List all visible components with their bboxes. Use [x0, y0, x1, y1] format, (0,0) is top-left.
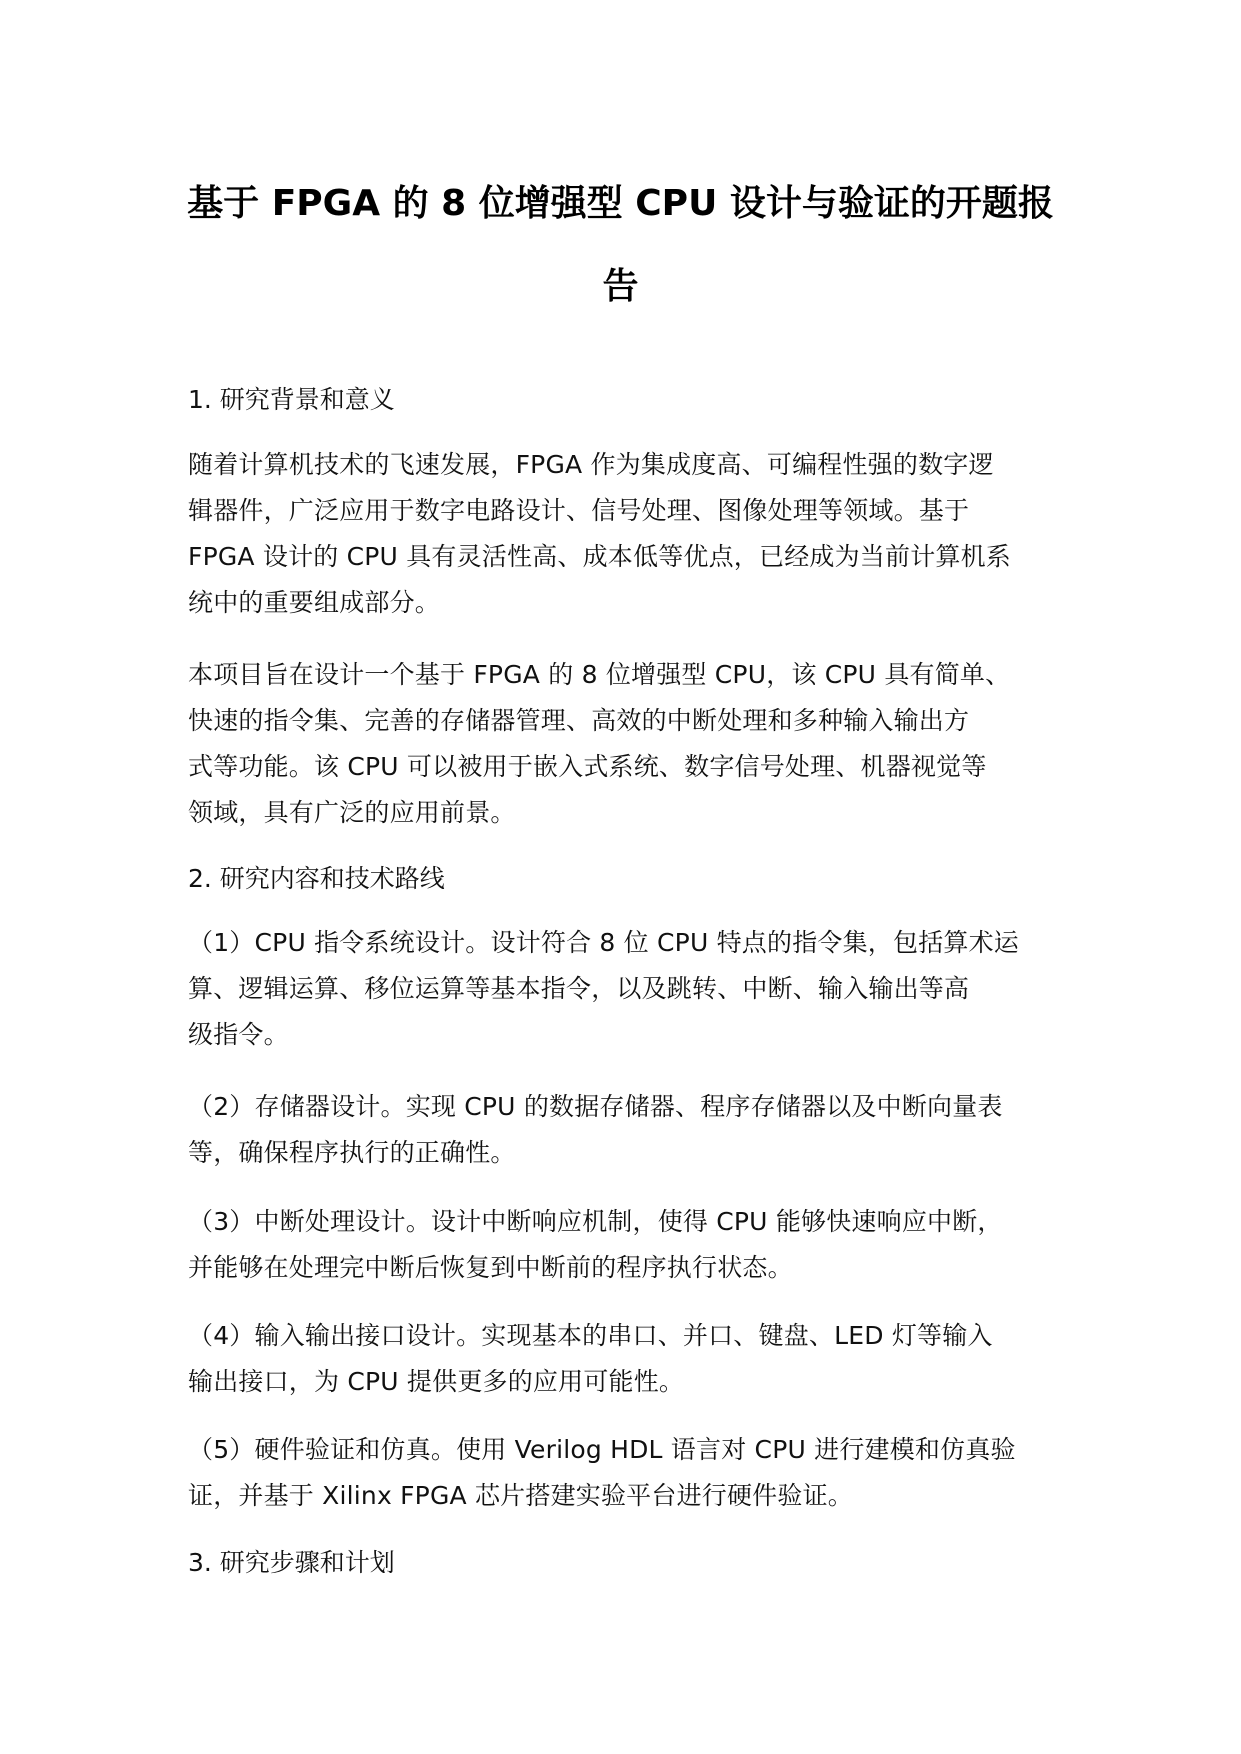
paragraph-1-1	[188, 442, 1058, 626]
text-line: 辑器件，广泛应用于数字电路设计、信号处理、图像处理等领域。基于	[188, 496, 970, 525]
text-line: 级指令。	[188, 1020, 289, 1049]
text-line: 证，并基于 Xilinx FPGA 芯片搭建实验平台进行硬件验证。	[188, 1481, 853, 1510]
section-heading-3: 3. 研究步骤和计划	[188, 1548, 395, 1577]
paragraph-2-4	[188, 1313, 1058, 1405]
text-line: 领域，具有广泛的应用前景。	[188, 798, 516, 827]
text-line: （5）硬件验证和仿真。使用 Verilog HDL 语言对 CPU 进行建模和仿真验	[188, 1435, 1016, 1464]
text-line: 快速的指令集、完善的存储器管理、高效的中断处理和多种输入输出方	[188, 706, 970, 735]
section-heading-2: 2. 研究内容和技术路线	[188, 864, 445, 893]
text-line: （3）中断处理设计。设计中断响应机制，使得 CPU 能够快速响应中断，	[188, 1207, 1003, 1236]
text-line: （4）输入输出接口设计。实现基本的串口、并口、键盘、LED 灯等输入	[188, 1321, 993, 1350]
text-line: 输出接口，为 CPU 提供更多的应用可能性。	[188, 1367, 685, 1396]
document-title-line-1: 基于 FPGA 的 8 位增强型 CPU 设计与验证的开题报	[187, 183, 1054, 224]
text-line: FPGA 设计的 CPU 具有灵活性高、成本低等优点，已经成为当前计算机系	[188, 542, 1012, 571]
text-line: 等，确保程序执行的正确性。	[188, 1138, 516, 1167]
paragraph-2-5	[188, 1427, 1058, 1519]
text-line: （2）存储器设计。实现 CPU 的数据存储器、程序存储器以及中断向量表	[188, 1092, 1003, 1121]
text-line: 随着计算机技术的飞速发展，FPGA 作为集成度高、可编程性强的数字逻	[188, 450, 994, 479]
text-line: 统中的重要组成部分。	[188, 588, 441, 617]
section-heading-1: 1. 研究背景和意义	[188, 385, 395, 414]
paragraph-2-2	[188, 1084, 1058, 1176]
text-line: 并能够在处理完中断后恢复到中断前的程序执行状态。	[188, 1253, 793, 1282]
text-line: 算、逻辑运算、移位运算等基本指令，以及跳转、中断、输入输出等高	[188, 974, 970, 1003]
document-title-line-2: 告	[602, 266, 639, 307]
paragraph-2-1	[188, 920, 1058, 1058]
text-line: 本项目旨在设计一个基于 FPGA 的 8 位增强型 CPU，该 CPU 具有简单、	[188, 660, 1011, 689]
paragraph-2-3	[188, 1199, 1058, 1291]
text-line: 式等功能。该 CPU 可以被用于嵌入式系统、数字信号处理、机器视觉等	[188, 752, 987, 781]
text-line: （1）CPU 指令系统设计。设计符合 8 位 CPU 特点的指令集，包括算术运	[188, 928, 1020, 957]
paragraph-1-2	[188, 652, 1058, 836]
